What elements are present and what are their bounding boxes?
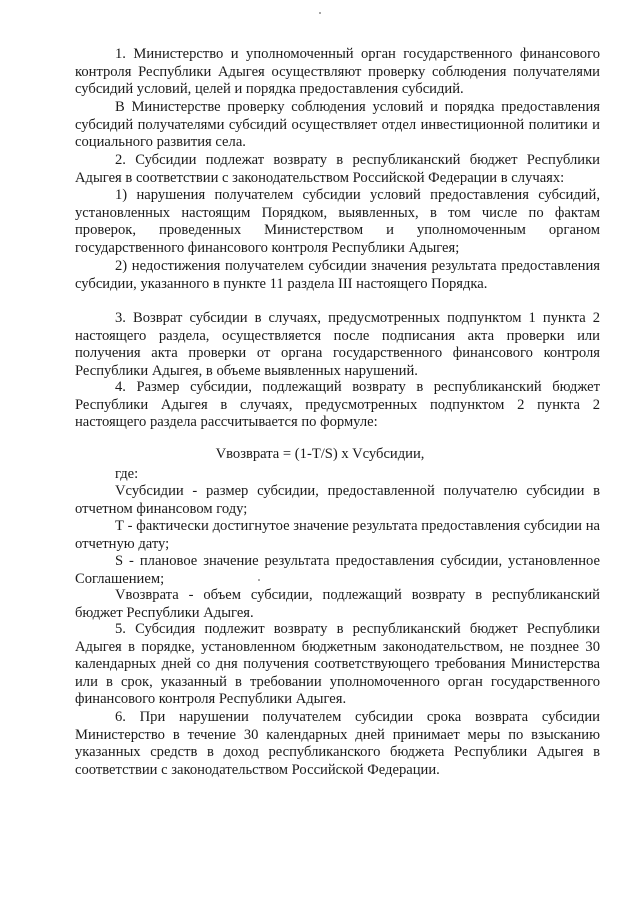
- where-label: где:: [115, 466, 139, 482]
- paragraph-5: 5. Субсидия подлежит возврату в республиканский бюджет Республики Адыгея в порядке, установленном бюджетным законодательством, не позднее 30 календарных дней со дня получения соответствующего требования Министерства или в срок, указанный в требовании уполномоченного орган государственного финансового контроля Республики Адыгея.: [75, 621, 600, 708]
- definition-s: S - плановое значение результата предоставления субсидии, установленное Соглашением;: [75, 553, 600, 587]
- definition-v-subsidy: Vсубсидии - размер субсидии, предоставленной получателю субсидии в отчетном финансовом году;: [75, 483, 600, 517]
- paragraph-1-1: 1. Министерство и уполномоченный орган государственного финансового контроля Республики Адыгея осуществляют проверку соблюдения получателями субсидий условий, целей и порядка предоставления субсидий.: [75, 46, 600, 98]
- paragraph-ministry-check: В Министерстве проверку соблюдения условий и порядка предоставления субсидий получателями субсидий осуществляет отдел инвестиционной политики и социального развития села.: [75, 99, 600, 151]
- paragraph-3: 3. Возврат субсидии в случаях, предусмотренных подпунктом 1 пункта 2 настоящего раздела, осуществляется после подписания акта проверки или получения акта проверки от органа государственного финансового контроля Республики Адыгея, в объеме выявленных нарушений.: [75, 310, 600, 379]
- paragraph-4: 4. Размер субсидии, подлежащий возврату в республиканский бюджет Республики Адыгея в случаях, предусмотренных подпунктом 2 пункта 2 настоящего раздела рассчитывается по формуле:: [75, 379, 600, 431]
- scan-speck: [258, 579, 260, 581]
- paragraph-6: 6. При нарушении получателем субсидии срока возврата субсидии Министерство в течение 30 календарных дней принимает меры по взысканию указанных средств в доход республиканского бюджета Республики Адыгея в соответствии с законодательством Российской Федерации.: [75, 709, 600, 778]
- scan-speck: [319, 12, 321, 14]
- paragraph-2-item-2: 2) недостижения получателем субсидии значения результата предоставления субсидии, указанного в пункте 11 раздела III настоящего Порядка.: [75, 258, 600, 292]
- paragraph-2-item-1: 1) нарушения получателем субсидии условий предоставления субсидий, установленных настоящим Порядком, выявленных, в том числе по фактам проверок, проведенных Министерством и уполномоченным органом государственного финансового контроля Республики Адыгея;: [75, 187, 600, 256]
- definition-t: Т - фактически достигнутое значение результата предоставления субсидии на отчетную дату;: [75, 518, 600, 552]
- paragraph-2: 2. Субсидии подлежат возврату в республиканский бюджет Республики Адыгея в соответствии с законодательством Российской Федерации в случаях:: [75, 152, 600, 186]
- formula: Vвозврата = (1-T/S) x Vсубсидии,: [215, 446, 425, 462]
- definition-v-return: Vвозврата - объем субсидии, подлежащий возврату в республиканский бюджет Республики Адыгея.: [75, 587, 600, 621]
